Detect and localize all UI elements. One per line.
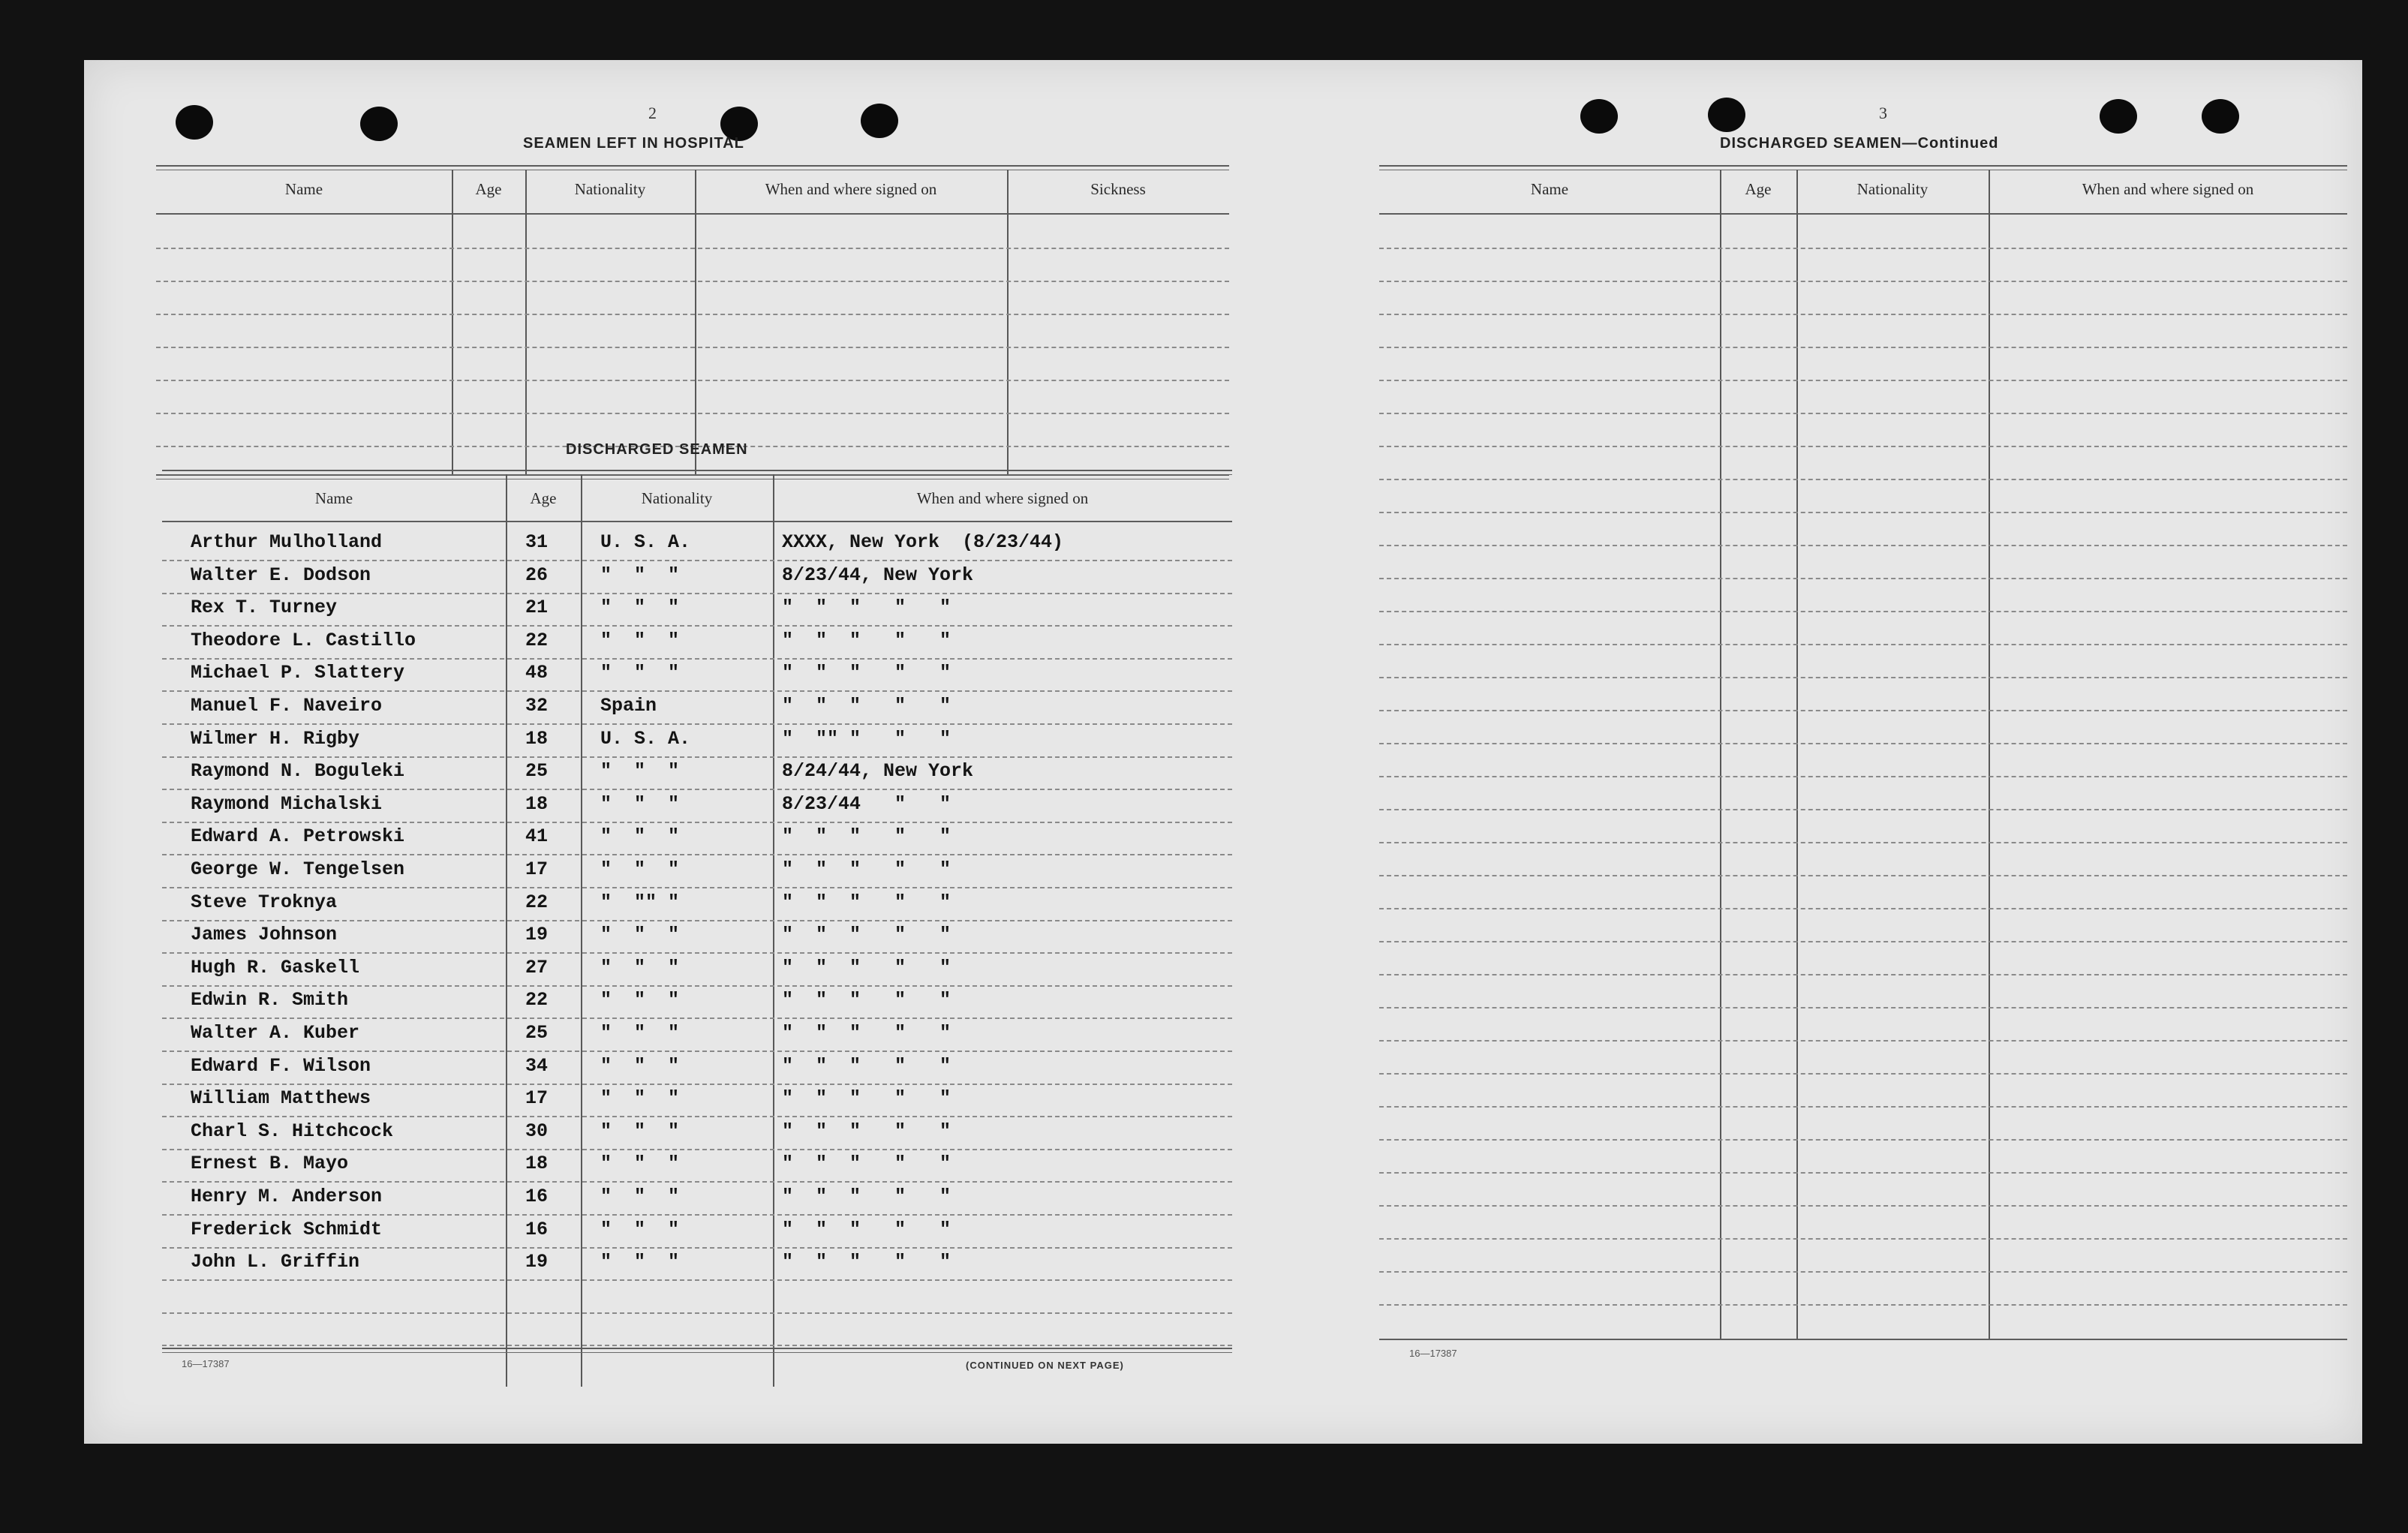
row-rule	[162, 658, 1232, 660]
seaman-name: Wilmer H. Rigby	[191, 727, 360, 750]
row-rule	[162, 1084, 1232, 1085]
row-rule	[162, 985, 1232, 987]
row-rule	[1379, 974, 2347, 975]
row-rule	[162, 1051, 1232, 1052]
row-rule	[1379, 1238, 2347, 1240]
seaman-nationality: Spain	[600, 695, 657, 717]
row-rule	[1379, 314, 2347, 315]
row-rule	[162, 1116, 1232, 1117]
column-header-nationality: Nationality	[1856, 180, 1929, 198]
seaman-age: 25	[525, 760, 549, 783]
seaman-signed-on: 8/24/44, New York	[782, 760, 974, 783]
row-rule	[1379, 1205, 2347, 1207]
seaman-signed-on: " " " " "	[782, 1218, 951, 1240]
seaman-name: Hugh R. Gaskell	[191, 956, 360, 978]
row-rule	[162, 854, 1232, 855]
row-rule	[1379, 1106, 2347, 1108]
right-page	[1255, 60, 2362, 1444]
seaman-nationality: " " "	[600, 760, 680, 783]
punch-hole	[2202, 99, 2239, 134]
row-rule	[1379, 413, 2347, 414]
table-rule	[162, 1348, 1232, 1349]
row-rule	[1379, 512, 2347, 513]
seaman-signed-on: " " " " "	[782, 891, 951, 913]
row-rule	[162, 723, 1232, 725]
column-divider	[1007, 170, 1009, 476]
seaman-name: Steve Troknya	[191, 891, 338, 913]
row-rule	[162, 952, 1232, 954]
row-rule	[162, 756, 1232, 758]
row-rule	[1379, 842, 2347, 843]
seaman-nationality: " " "	[600, 1186, 680, 1207]
row-rule	[162, 1149, 1232, 1150]
seaman-signed-on: " " " " "	[782, 858, 951, 880]
seaman-signed-on: " " " " "	[782, 1120, 951, 1142]
row-rule	[162, 1214, 1232, 1216]
row-rule	[1379, 545, 2347, 546]
punch-hole	[176, 105, 213, 140]
row-rule	[162, 1017, 1232, 1019]
seaman-nationality: " "" "	[600, 891, 680, 913]
row-rule	[1379, 875, 2347, 876]
seaman-signed-on: XXXX, New York (8/23/44)	[782, 531, 1064, 553]
row-rule	[1379, 1073, 2347, 1075]
seaman-nationality: " " "	[600, 792, 680, 815]
seaman-name: Edward F. Wilson	[191, 1054, 371, 1077]
seaman-age: 48	[525, 662, 549, 684]
column-header-name: Name	[284, 180, 323, 198]
seaman-age: 31	[525, 531, 549, 553]
seaman-name: Raymond N. Boguleki	[191, 760, 405, 783]
form-code: 16—17387	[1409, 1348, 1457, 1359]
row-rule	[156, 281, 1229, 282]
row-rule	[162, 1312, 1232, 1314]
seaman-nationality: " " "	[600, 629, 680, 651]
seaman-name: James Johnson	[191, 924, 338, 946]
row-rule	[162, 920, 1232, 921]
row-rule	[1379, 248, 2347, 249]
seaman-name: Henry M. Anderson	[191, 1186, 383, 1207]
seaman-age: 34	[525, 1054, 549, 1077]
seaman-signed-on: " " " " "	[782, 825, 951, 848]
column-divider	[1796, 170, 1798, 1340]
seaman-name: Charl S. Hitchcock	[191, 1120, 394, 1142]
column-header-nationality: Nationality	[641, 489, 713, 507]
column-header-age: Age	[475, 180, 502, 198]
seaman-nationality: " " "	[600, 662, 680, 684]
table-rule	[1379, 1339, 2347, 1340]
column-divider	[1989, 170, 1990, 1340]
punch-hole	[2100, 99, 2137, 134]
column-divider	[506, 474, 507, 1387]
seaman-signed-on: " " " " "	[782, 662, 951, 684]
table-rule	[162, 521, 1232, 522]
column-header-signed-on: When and where signed on	[2082, 180, 2254, 198]
row-rule	[1379, 611, 2347, 612]
row-rule	[1379, 1139, 2347, 1141]
seaman-signed-on: " " " " "	[782, 1251, 951, 1273]
table-rule	[162, 474, 1232, 475]
seaman-age: 22	[525, 891, 549, 913]
seaman-name: Rex T. Turney	[191, 597, 338, 619]
seaman-signed-on: " " " " "	[782, 629, 951, 651]
seaman-nationality: " " "	[600, 1120, 680, 1142]
row-rule	[1379, 281, 2347, 282]
row-rule	[1379, 1304, 2347, 1306]
row-rule	[162, 1181, 1232, 1183]
seaman-signed-on: 8/23/44 " "	[782, 792, 951, 815]
seaman-nationality: " " "	[600, 1251, 680, 1273]
punch-hole	[360, 107, 398, 141]
seaman-signed-on: " " " " "	[782, 1153, 951, 1175]
row-rule	[1379, 347, 2347, 348]
column-divider	[525, 170, 527, 476]
seaman-name: Arthur Mulholland	[191, 531, 383, 553]
column-header-sickness: Sickness	[1090, 180, 1146, 198]
seaman-signed-on: " " " " "	[782, 1022, 951, 1044]
seaman-name: Ernest B. Mayo	[191, 1153, 349, 1175]
column-header-nationality: Nationality	[574, 180, 646, 198]
column-header-signed-on: When and where signed on	[916, 489, 1089, 507]
punch-hole	[1708, 98, 1745, 132]
seaman-age: 22	[525, 629, 549, 651]
seaman-age: 41	[525, 825, 549, 848]
row-rule	[1379, 677, 2347, 678]
row-rule	[156, 248, 1229, 249]
seaman-nationality: " " "	[600, 989, 680, 1011]
row-rule	[1379, 1040, 2347, 1042]
document-paper	[84, 60, 2362, 1444]
form-code: 16—17387	[182, 1358, 230, 1369]
row-rule	[1379, 578, 2347, 579]
seaman-name: John L. Griffin	[191, 1251, 360, 1273]
row-rule	[1379, 644, 2347, 645]
column-header-signed-on: When and where signed on	[765, 180, 937, 198]
row-rule	[162, 1345, 1232, 1346]
seaman-name: Edward A. Petrowski	[191, 825, 405, 848]
seaman-signed-on: " " " " "	[782, 597, 951, 619]
column-divider	[773, 474, 774, 1387]
page-number: 3	[1879, 104, 1887, 122]
table-rule	[162, 470, 1232, 471]
seaman-age: 22	[525, 989, 549, 1011]
seaman-nationality: " " "	[600, 825, 680, 848]
seaman-age: 18	[525, 1153, 549, 1175]
seaman-nationality: " " "	[600, 597, 680, 619]
row-rule	[162, 887, 1232, 888]
column-header-age: Age	[530, 489, 557, 507]
column-header-name: Name	[1530, 180, 1569, 198]
seaman-nationality: " " "	[600, 924, 680, 946]
seaman-name: Walter E. Dodson	[191, 564, 371, 586]
seaman-age: 25	[525, 1022, 549, 1044]
continued-note: (CONTINUED ON NEXT PAGE)	[966, 1360, 1124, 1371]
seaman-name: Manuel F. Naveiro	[191, 695, 383, 717]
seaman-age: 17	[525, 1087, 549, 1110]
row-rule	[1379, 908, 2347, 909]
punch-hole	[861, 104, 898, 138]
row-rule	[1379, 446, 2347, 447]
table-rule	[1379, 165, 2347, 167]
seaman-age: 21	[525, 597, 549, 619]
seaman-signed-on: " " " " "	[782, 956, 951, 978]
row-rule	[1379, 1007, 2347, 1008]
seaman-age: 30	[525, 1120, 549, 1142]
seaman-signed-on: " " " " "	[782, 1054, 951, 1077]
row-rule	[1379, 710, 2347, 711]
column-divider	[1720, 170, 1721, 1340]
row-rule	[162, 625, 1232, 627]
seaman-signed-on: " " " " "	[782, 989, 951, 1011]
row-rule	[1379, 1172, 2347, 1174]
row-rule	[156, 347, 1229, 348]
seaman-age: 27	[525, 956, 549, 978]
column-divider	[581, 474, 582, 1387]
row-rule	[1379, 941, 2347, 942]
row-rule	[162, 822, 1232, 823]
seaman-name: Theodore L. Castillo	[191, 629, 416, 651]
table-rule	[156, 165, 1229, 167]
table-rule	[156, 213, 1229, 215]
seaman-age: 16	[525, 1186, 549, 1207]
seaman-age: 26	[525, 564, 549, 586]
seaman-name: Walter A. Kuber	[191, 1022, 360, 1044]
seaman-nationality: " " "	[600, 1218, 680, 1240]
page-number: 2	[648, 104, 657, 122]
seaman-name: Raymond Michalski	[191, 792, 383, 815]
seaman-age: 19	[525, 1251, 549, 1273]
column-header-name: Name	[314, 489, 353, 507]
row-rule	[162, 789, 1232, 790]
seaman-age: 16	[525, 1218, 549, 1240]
seaman-age: 18	[525, 727, 549, 750]
seaman-signed-on: " " " " "	[782, 1087, 951, 1110]
row-rule	[1379, 776, 2347, 777]
seaman-name: Michael P. Slattery	[191, 662, 405, 684]
row-rule	[162, 1279, 1232, 1281]
seaman-name: Frederick Schmidt	[191, 1218, 383, 1240]
seaman-name: William Matthews	[191, 1087, 371, 1110]
discharged-section-title: DISCHARGED SEAMEN	[566, 441, 748, 458]
discharged-continued-title: DISCHARGED SEAMEN—Continued	[1720, 135, 1999, 152]
seaman-nationality: " " "	[600, 858, 680, 880]
seaman-signed-on: " " " " "	[782, 695, 951, 717]
row-rule	[162, 560, 1232, 561]
seaman-signed-on: " " " " "	[782, 924, 951, 946]
seaman-age: 32	[525, 695, 549, 717]
seaman-name: George W. Tengelsen	[191, 858, 405, 880]
seaman-nationality: " " "	[600, 1054, 680, 1077]
seaman-signed-on: " " " " "	[782, 1186, 951, 1207]
row-rule	[162, 593, 1232, 594]
row-rule	[162, 690, 1232, 692]
column-header-age: Age	[1745, 180, 1772, 198]
column-divider	[452, 170, 453, 476]
seaman-age: 19	[525, 924, 549, 946]
hospital-section-title: SEAMEN LEFT IN HOSPITAL	[523, 135, 744, 152]
seaman-age: 18	[525, 792, 549, 815]
row-rule	[1379, 743, 2347, 744]
seaman-nationality: " " "	[600, 1022, 680, 1044]
left-page	[84, 60, 1232, 1444]
seaman-nationality: " " "	[600, 564, 680, 586]
row-rule	[156, 413, 1229, 414]
row-rule	[162, 1247, 1232, 1249]
seaman-signed-on: " "" " " "	[782, 727, 951, 750]
row-rule	[1379, 1271, 2347, 1273]
seaman-signed-on: 8/23/44, New York	[782, 564, 974, 586]
seaman-nationality: " " "	[600, 1087, 680, 1110]
seaman-name: Edwin R. Smith	[191, 989, 349, 1011]
row-rule	[1379, 479, 2347, 480]
seaman-nationality: " " "	[600, 956, 680, 978]
row-rule	[1379, 380, 2347, 381]
column-divider	[695, 170, 696, 476]
table-rule	[1379, 213, 2347, 215]
punch-hole	[1580, 99, 1618, 134]
row-rule	[156, 380, 1229, 381]
seaman-nationality: U. S. A.	[600, 727, 691, 750]
row-rule	[156, 314, 1229, 315]
seaman-nationality: " " "	[600, 1153, 680, 1175]
seaman-age: 17	[525, 858, 549, 880]
seaman-nationality: U. S. A.	[600, 531, 691, 553]
table-rule	[162, 1352, 1232, 1353]
row-rule	[1379, 809, 2347, 810]
